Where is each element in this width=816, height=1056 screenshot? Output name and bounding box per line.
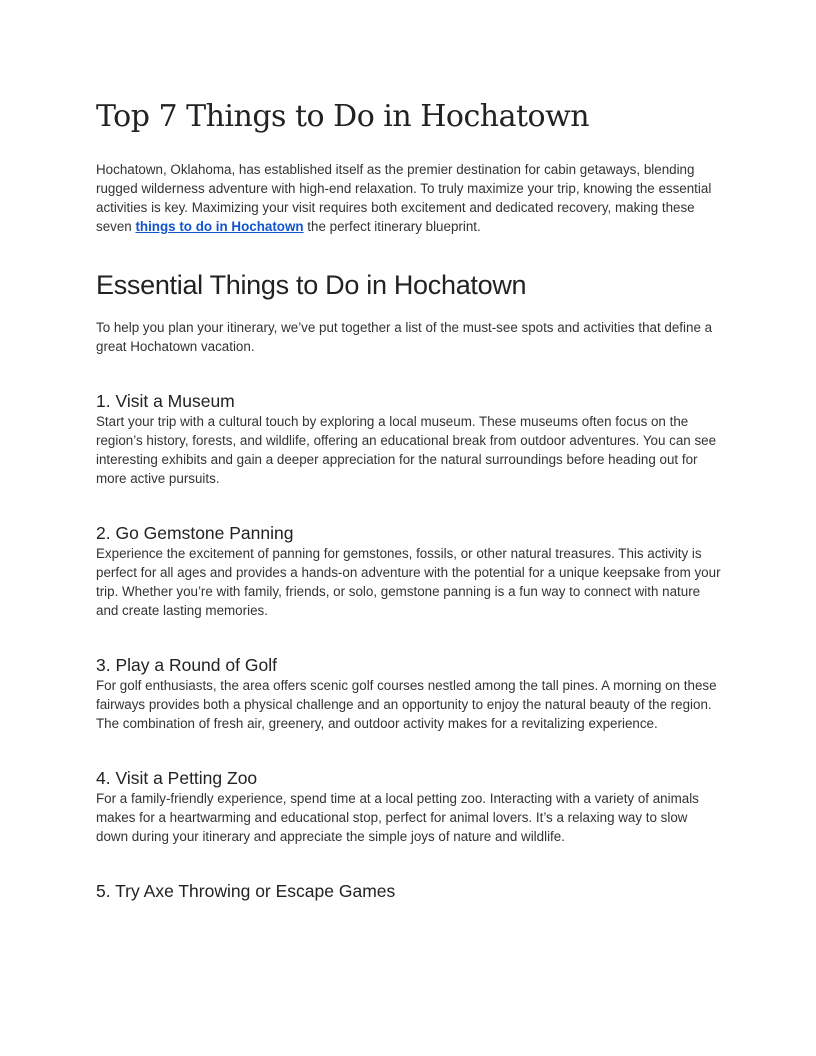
activity-title: 5. Try Axe Throwing or Escape Games bbox=[96, 881, 396, 901]
activity-section bbox=[96, 522, 722, 620]
activity-title: 1. Visit a Museum bbox=[96, 391, 235, 411]
activity-body: Experience the excitement of panning for gemstones, fossils, or other natural treasures. This activity is perfect for all ages and provides a hands-on adventure with the potential for a unique keepsake from your trip. Whether you’re with family, friends, or solo, gemstone panning is a fun way to connect with nature and create lasting memories. bbox=[96, 546, 721, 618]
document-title: Top 7 Things to Do in Hochatown bbox=[96, 99, 590, 134]
activity-body: Start your trip with a cultural touch by exploring a local museum. These museums often focus on the region’s history, forests, and wildlife, offering an educational break from outdoor adventures. You can see interesting exhibits and gain a deeper appreciation for the natural surroundings before heading out for more active pursuits. bbox=[96, 414, 717, 486]
activity-body: For a family-friendly experience, spend time at a local petting zoo. Interacting with a variety of animals makes for a heartwarming and educational stop, perfect for animal lovers. It’s a relaxing way to slow down during your itinerary and appreciate the simple joys of nature and wildlife. bbox=[96, 791, 699, 844]
activity-section bbox=[96, 654, 722, 733]
intro-text-before-link: Hochatown, Oklahoma, has established itself as the premier destination for cabin getaways, blending rugged wilderness adventure with high-end relaxation. To truly maximize your trip, knowing the essential activities is key. Maximizing your visit requires both excitement and dedicated recovery, making these seven bbox=[96, 162, 712, 234]
activity-section bbox=[96, 767, 722, 846]
activity-body: For golf enthusiasts, the area offers scenic golf courses nestled among the tall pines. A morning on these fairways provides both a physical challenge and an opportunity to enjoy the natural beauty of the region. The combination of fresh air, greenery, and outdoor activity makes for a revitalizing experience. bbox=[96, 678, 717, 731]
document-page bbox=[96, 96, 722, 902]
intro-paragraph bbox=[96, 160, 722, 236]
activity-section bbox=[96, 390, 722, 488]
activity-section bbox=[96, 880, 722, 902]
section-heading: Essential Things to Do in Hochatown bbox=[96, 270, 527, 300]
lead-paragraph: To help you plan your itinerary, we’ve put together a list of the must-see spots and activities that define a great Hochatown vacation. bbox=[96, 320, 713, 354]
activity-title: 2. Go Gemstone Panning bbox=[96, 523, 294, 543]
activity-title: 3. Play a Round of Golf bbox=[96, 655, 277, 675]
things-to-do-link[interactable]: things to do in Hochatown bbox=[135, 219, 304, 234]
intro-text-after-link: the perfect itinerary blueprint. bbox=[303, 219, 481, 234]
activity-title: 4. Visit a Petting Zoo bbox=[96, 768, 258, 788]
